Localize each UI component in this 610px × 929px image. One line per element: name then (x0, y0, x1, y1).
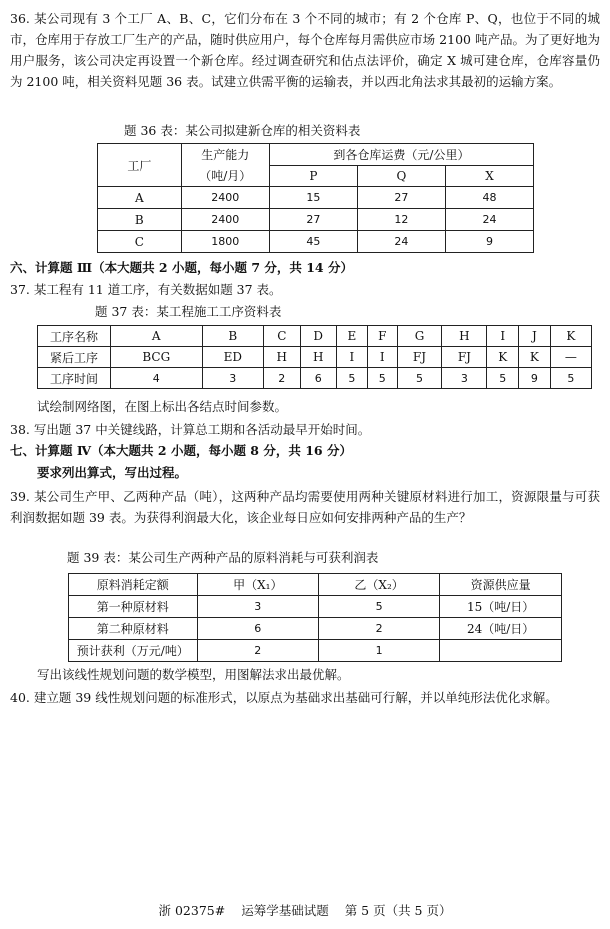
table-36-header-capacity-unit: （吨/月） (181, 166, 269, 187)
table-cell: FJ (397, 347, 442, 368)
table-cell: 5 (550, 368, 591, 389)
table-cell (440, 640, 562, 662)
question-39-text: 39. 某公司生产甲、乙两种产品（吨），这两种产品均需要使用两种关键原材料进行加工，资源限量与可获利润数据如题 39 表。为获得利润最大化，该企业每日应如何安排两种产品的生产？ (10, 489, 600, 525)
table-cell: 2400 (181, 209, 269, 231)
table-header-cell: 原料消耗定额 (69, 574, 198, 596)
table-row (69, 574, 562, 596)
table-cell: 5 (367, 368, 397, 389)
table-cell: 工序名称 (38, 326, 111, 347)
table-cell: B (98, 209, 182, 231)
table-cell: 6 (197, 618, 318, 640)
table-cell: 3 (202, 368, 264, 389)
table-cell: 5 (397, 368, 442, 389)
table-cell: 15 (269, 187, 357, 209)
table-cell: E (336, 326, 367, 347)
table-header-cell: 资源供应量 (440, 574, 562, 596)
table-cell: 48 (445, 187, 533, 209)
table-cell: 5 (318, 596, 439, 618)
table-cell: 27 (357, 187, 445, 209)
table-cell: K (519, 347, 551, 368)
table-36-header-q: Q (357, 166, 445, 187)
footer-page-number: 第 5 页（共 5 页） (344, 903, 452, 918)
question-36-text: 36. 某公司现有 3 个工厂 A、B、C，它们分布在 3 个不同的城市；有 2 个仓库 P、Q，也位于不同的城市，仓库用于存放工厂生产的产品，随时供应用户，每个仓库每月需供应市场 2100 吨产品。为了更好地为用户服务，该公司决定再设置一个新仓库。经过调查研究和估点法评价，确定 X 城可建仓库，仓库容量仍为 2100 吨，相关资料见题 36 表。试建立供需平衡的运输表，并以西北角法求其最初的运输方案。 (10, 11, 600, 89)
table-row (98, 187, 534, 209)
table-header-cell: 乙（X₂） (318, 574, 439, 596)
table-cell: 2 (318, 618, 439, 640)
page-footer (0, 901, 610, 919)
footer-exam-code: 浙 02375# (158, 903, 226, 918)
table-row (98, 231, 534, 253)
table-cell: 工序时间 (38, 368, 111, 389)
table-cell: I (336, 347, 367, 368)
table-36-header-factory: 工厂 (98, 144, 182, 187)
table-36-caption: 题 36 表：某公司拟建新仓库的相关资料表 (124, 123, 361, 138)
table-cell: 27 (269, 209, 357, 231)
table-cell: 2 (264, 368, 300, 389)
table-row (69, 596, 562, 618)
table-cell: 45 (269, 231, 357, 253)
table-cell: B (202, 326, 264, 347)
table-cell: C (98, 231, 182, 253)
table-cell: H (300, 347, 336, 368)
table-cell: 3 (442, 368, 487, 389)
table-cell: F (367, 326, 397, 347)
table-cell: 紧后工序 (38, 347, 111, 368)
table-header-cell: 甲（X₁） (197, 574, 318, 596)
section-7-subheading: 要求列出算式，写出过程。 (37, 465, 188, 480)
table-37 (37, 325, 592, 389)
table-cell: 24（吨/日） (440, 618, 562, 640)
table-cell: A (98, 187, 182, 209)
table-cell: 1 (318, 640, 439, 662)
table-cell: — (550, 347, 591, 368)
table-cell: 1800 (181, 231, 269, 253)
table-36-header-cost: 到各仓库运费（元/公里） (269, 144, 533, 166)
table-cell: 5 (336, 368, 367, 389)
table-cell: H (442, 326, 487, 347)
table-cell: BCG (111, 347, 203, 368)
question-38-text: 38. 写出题 37 中关键线路，计算总工期和各活动最早开始时间。 (10, 422, 371, 437)
table-row (38, 326, 592, 347)
table-cell: FJ (442, 347, 487, 368)
question-39-after: 写出该线性规划问题的数学模型，用图解法求出最优解。 (37, 667, 350, 682)
table-cell: 15（吨/日） (440, 596, 562, 618)
table-cell: 第一种原材料 (69, 596, 198, 618)
table-cell: H (264, 347, 300, 368)
table-cell: 2 (197, 640, 318, 662)
table-cell: G (397, 326, 442, 347)
table-cell: D (300, 326, 336, 347)
table-row (38, 368, 592, 389)
table-36-header-x: X (445, 166, 533, 187)
table-37-caption: 题 37 表：某工程施工工序资料表 (95, 304, 282, 319)
table-cell: J (519, 326, 551, 347)
table-row (69, 618, 562, 640)
table-row (38, 347, 592, 368)
table-cell: 24 (357, 231, 445, 253)
table-cell: C (264, 326, 300, 347)
table-cell: 2400 (181, 187, 269, 209)
table-cell: 5 (487, 368, 519, 389)
question-40-text: 40. 建立题 39 线性规划问题的标准形式，以原点为基础求出基础可行解，并以单纯形法优化求解。 (10, 690, 558, 705)
table-cell: A (111, 326, 203, 347)
table-cell: 9 (519, 368, 551, 389)
table-cell: I (487, 326, 519, 347)
table-cell: 预计获利（万元/吨） (69, 640, 198, 662)
table-cell: I (367, 347, 397, 368)
section-7-heading: 七、计算题 Ⅳ（本大题共 2 小题，每小题 8 分，共 16 分） (10, 443, 352, 458)
table-cell: K (487, 347, 519, 368)
table-cell: 12 (357, 209, 445, 231)
question-37-after: 试绘制网络图，在图上标出各结点时间参数。 (37, 399, 288, 414)
table-36-header-p: P (269, 166, 357, 187)
section-6-heading: 六、计算题 Ⅲ（本大题共 2 小题，每小题 7 分，共 14 分） (10, 260, 353, 275)
table-cell: 4 (111, 368, 203, 389)
table-cell: 24 (445, 209, 533, 231)
table-39 (68, 573, 562, 662)
table-cell: 第二种原材料 (69, 618, 198, 640)
table-36 (97, 143, 534, 253)
table-cell: 6 (300, 368, 336, 389)
table-row (69, 640, 562, 662)
table-36-header-capacity: 生产能力 (181, 144, 269, 166)
table-cell: ED (202, 347, 264, 368)
table-cell: 9 (445, 231, 533, 253)
table-row (98, 209, 534, 231)
footer-exam-title: 运筹学基础试题 (241, 903, 329, 918)
question-37-text: 37. 某工程有 11 道工序，有关数据如题 37 表。 (10, 282, 282, 297)
table-cell: K (550, 326, 591, 347)
table-cell: 3 (197, 596, 318, 618)
table-39-caption: 题 39 表：某公司生产两种产品的原料消耗与可获利润表 (67, 550, 379, 565)
